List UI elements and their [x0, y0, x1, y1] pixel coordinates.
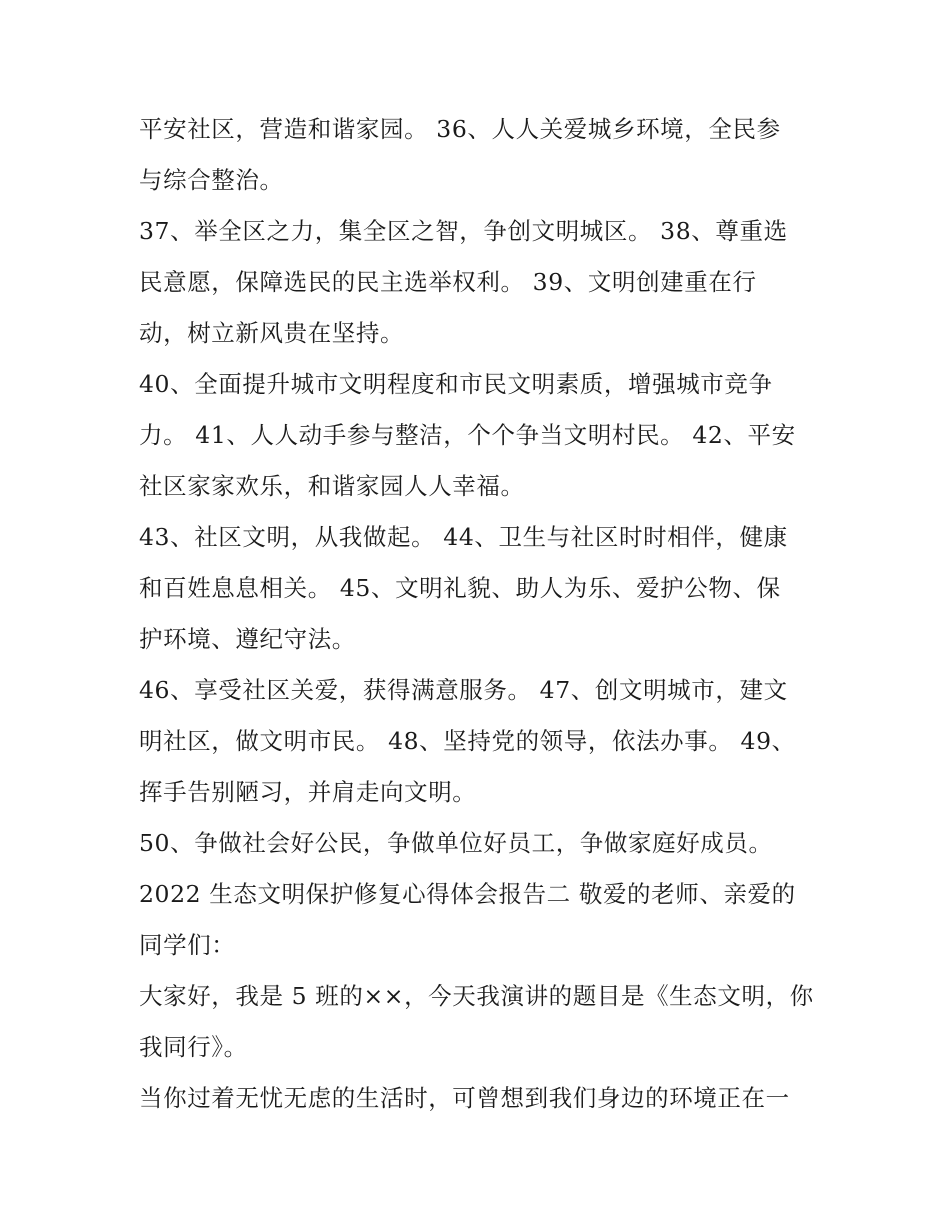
text-line: 与综合整治。 [139, 166, 284, 194]
text-line: 护环境、遵纪守法。 [139, 625, 356, 653]
text-line: 力。 41、人人动手参与整洁，个个争当文明村民。 42、平安 [139, 421, 796, 449]
text-line: 挥手告别陋习，并肩走向文明。 [139, 778, 477, 806]
text-line: 我同行》。 [139, 1033, 248, 1061]
text-line: 动，树立新风贵在坚持。 [139, 319, 405, 347]
text-line: 民意愿，保障选民的民主选举权利。 39、文明创建重在行 [139, 268, 757, 296]
text-line: 43、社区文明，从我做起。 44、卫生与社区时时相伴，健康 [139, 523, 788, 551]
text-line: 和百姓息息相关。 45、文明礼貌、助人为乐、爱护公物、保 [139, 574, 781, 602]
text-line: 37、举全区之力，集全区之智，争创文明城区。 38、尊重选 [139, 217, 788, 245]
text-line: 同学们： [139, 931, 236, 959]
text-line: 2022 生态文明保护修复心得体会报告二 敬爱的老师、亲爱的 [139, 880, 796, 908]
text-line: 40、全面提升城市文明程度和市民文明素质，增强城市竞争 [139, 370, 773, 398]
text-line: 平安社区，营造和谐家园。 36、人人关爱城乡环境，全民参 [139, 115, 781, 143]
text-line: 50、争做社会好公民，争做单位好员工，争做家庭好成员。 [139, 829, 773, 857]
text-line: 当你过着无忧无虑的生活时，可曾想到我们身边的环境正在一 [139, 1084, 790, 1112]
text-line: 社区家家欢乐，和谐家园人人幸福。 [139, 472, 525, 500]
document-body [139, 104, 819, 1124]
text-line: 明社区，做文明市民。 48、坚持党的领导，依法办事。 49、 [139, 727, 796, 755]
text-line: 46、享受社区关爱，获得满意服务。 47、创文明城市，建文 [139, 676, 788, 704]
text-line: 大家好，我是 5 班的××，今天我演讲的题目是《生态文明，你 [139, 982, 814, 1010]
